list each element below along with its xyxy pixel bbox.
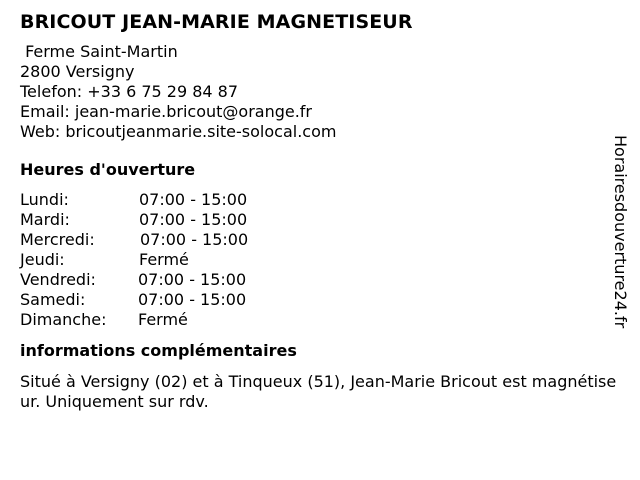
day-label: Samedi: bbox=[20, 290, 86, 309]
web-line[interactable]: Web: bricoutjeanmarie.site-solocal.com bbox=[20, 122, 337, 141]
hours-row-tuesday bbox=[20, 210, 610, 230]
day-hours: 07:00 - 15:00 bbox=[139, 190, 248, 209]
hours-row-thursday bbox=[20, 250, 610, 270]
day-label: Dimanche: bbox=[20, 310, 107, 329]
day-hours: 07:00 - 15:00 bbox=[139, 210, 248, 229]
additional-info-heading: informations complémentaires bbox=[20, 341, 297, 360]
day-hours: 07:00 - 15:00 bbox=[138, 290, 247, 309]
contact-block bbox=[20, 42, 610, 142]
day-hours: 07:00 - 15:00 bbox=[140, 230, 249, 249]
business-name: BRICOUT JEAN-MARIE MAGNETISEUR bbox=[20, 11, 413, 33]
hours-row-wednesday bbox=[20, 230, 610, 250]
hours-row-saturday bbox=[20, 290, 610, 310]
address-street: Ferme Saint-Martin bbox=[20, 42, 178, 61]
day-label: Vendredi: bbox=[20, 270, 96, 289]
day-hours: Fermé bbox=[138, 310, 188, 329]
day-label: Mercredi: bbox=[20, 230, 95, 249]
email-line[interactable]: Email: jean-marie.bricout@orange.fr bbox=[20, 102, 313, 121]
site-brand-vertical: Horairesdouverture24.fr bbox=[611, 135, 630, 329]
day-hours: 07:00 - 15:00 bbox=[138, 270, 247, 289]
hours-row-sunday bbox=[20, 310, 610, 330]
opening-hours-heading: Heures d'ouverture bbox=[20, 160, 196, 179]
opening-hours-list bbox=[20, 190, 610, 330]
phone-line[interactable]: Telefon: +33 6 75 29 84 87 bbox=[20, 82, 239, 101]
day-label: Lundi: bbox=[20, 190, 69, 209]
page-content bbox=[20, 10, 617, 412]
additional-info-text: Situé à Versigny (02) et à Tinqueux (51), Jean-Marie Bricout est magnétiseur. Uniquement sur rdv. bbox=[20, 372, 617, 411]
hours-row-friday bbox=[20, 270, 610, 290]
hours-row-monday bbox=[20, 190, 610, 210]
address-city: 2800 Versigny bbox=[20, 62, 135, 81]
day-label: Jeudi: bbox=[20, 250, 65, 269]
day-hours: Fermé bbox=[139, 250, 189, 269]
day-label: Mardi: bbox=[20, 210, 70, 229]
